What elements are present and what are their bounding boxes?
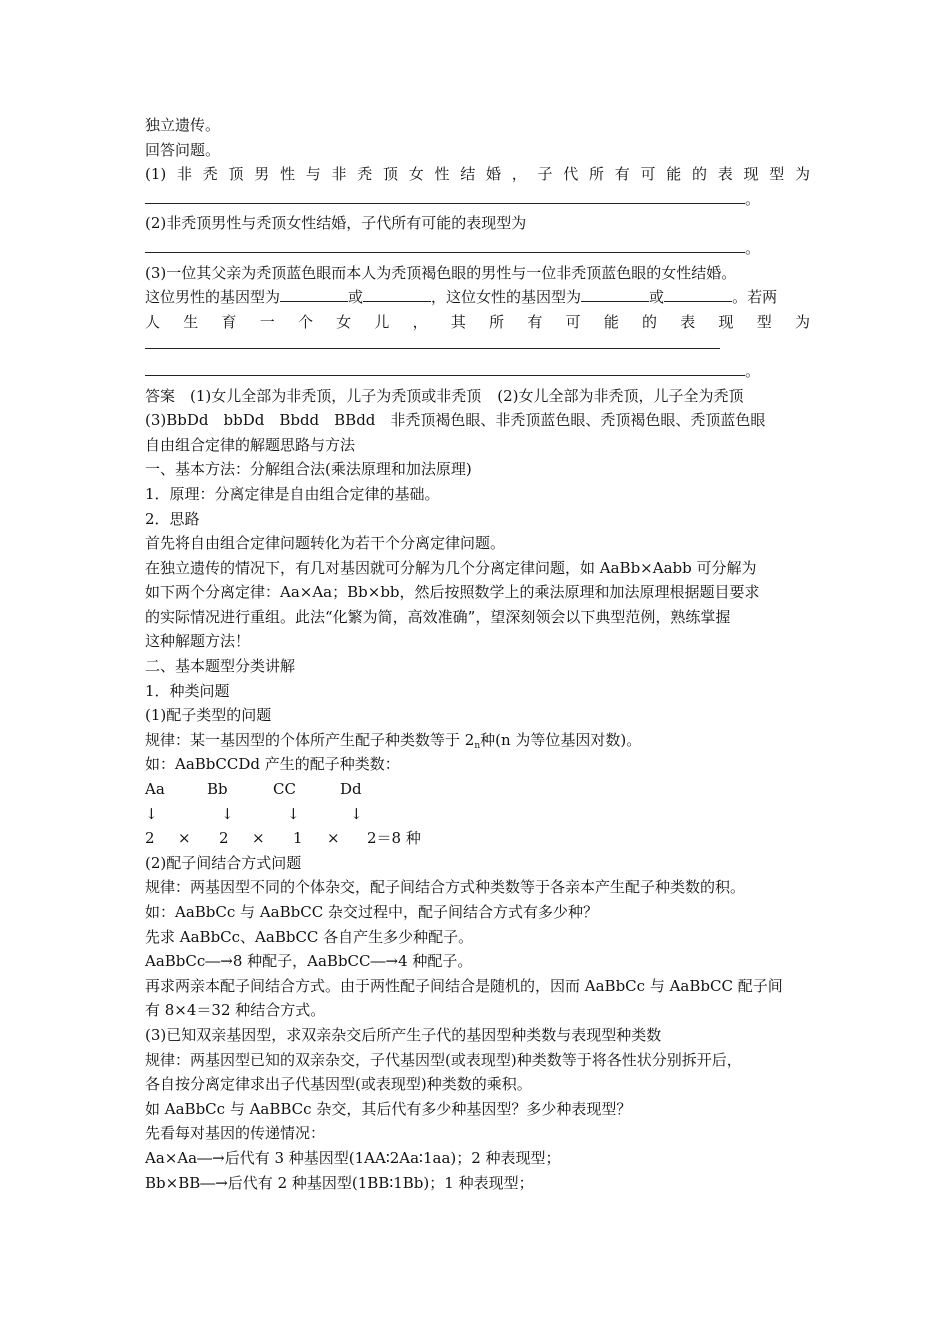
- text-line: 再求两亲本配子间结合方式。由于两性配子间结合是随机的，因而 AaBbCc 与 AaBbCC 配子间: [145, 976, 783, 995]
- gene-pair: Bb: [207, 780, 228, 799]
- down-arrow-icon: ↓: [145, 804, 158, 823]
- text-line: 回答问题。: [145, 140, 221, 159]
- answer-blank-line: [145, 334, 810, 359]
- down-arrow-icon: ↓: [350, 804, 363, 823]
- text-line: 如：AaBbCc 与 AaBbCC 杂交过程中，配子间结合方式有多少种？: [145, 903, 598, 921]
- question-3: (3)一位其父亲为秃顶蓝色眼而本人为秃顶褐色眼的男性与一位非秃顶蓝色眼的女性结婚。: [145, 263, 737, 282]
- answer-line-1: 答案 (1)女儿全部为非秃顶，儿子为秃顶或非秃顶 (2)女儿全部为非秃顶，儿子全为秃顶: [145, 386, 744, 405]
- answer-blank: [363, 287, 431, 302]
- answer-blank-line: 。: [145, 236, 810, 261]
- text-line: Bb×BB―→后代有 2 种基因型(1BB∶1Bb)；1 种表现型；: [145, 1173, 534, 1192]
- section-title: 自由组合定律的解题思路与方法: [145, 435, 356, 454]
- text-line: 独立遗传。: [145, 116, 221, 134]
- text-line: 各自按分离定律求出子代基因型(或表现型)种类数的乘积。: [145, 1075, 532, 1094]
- gene-pair: CC: [273, 780, 296, 799]
- question-3-genotype-line: 这位男性的基因型为 或 ，这位女性的基因型为 或 。若两: [145, 288, 778, 307]
- text-line: 2．思路: [145, 509, 200, 528]
- answer-blank: [145, 238, 745, 253]
- answer-blank: [581, 287, 649, 302]
- text-line: 首先将自由组合定律问题转化为若干个分离定律问题。: [145, 534, 506, 553]
- text-line: 如下两个分离定律：Aa×Aa；Bb×bb，然后按照数学上的乘法原理和加法原理根据题目要求: [145, 583, 760, 602]
- heading-1: 一、基本方法：分解组合法(乘法原理和加法原理): [145, 460, 472, 479]
- answer-blank-line: 。: [145, 359, 810, 384]
- text-line: 如 AaBbCc 与 AaBBCc 杂交，其后代有多少种基因型？多少种表现型？: [145, 1099, 632, 1118]
- text-line: 1．原理：分离定律是自由组合定律的基础。: [145, 484, 440, 503]
- gene-pair: Dd: [340, 780, 362, 799]
- text-line: (1)配子类型的问题: [145, 706, 272, 725]
- answer-line-2: (3)BbDd bbDd Bbdd BBdd 非秃顶褐色眼、非秃顶蓝色眼、秃顶褐色眼、秃顶蓝色眼: [145, 411, 766, 430]
- down-arrow-icon: ↓: [287, 804, 300, 823]
- text-line: 先求 AaBbCc、AaBbCC 各自产生多少种配子。: [145, 927, 474, 946]
- arrows-row: [145, 802, 810, 827]
- text-line: 在独立遗传的情况下，有几对基因就可分解为几个分离定律问题，如 AaBb×Aabb 可分解为: [145, 558, 757, 577]
- answer-blank: [664, 287, 732, 302]
- answer-blank: [280, 287, 348, 302]
- text-line: 这种解题方法！: [145, 632, 251, 651]
- document-page: [145, 113, 810, 1195]
- rule-line: 规律：某一基因型的个体所产生配子种类数等于 $2_n$种(n 为等位基因对数)。: [145, 730, 642, 751]
- text-line: 1．种类问题: [145, 681, 230, 700]
- text-line: 先看每对基因的传递情况：: [145, 1124, 326, 1143]
- text-line: (3)已知双亲基因型，求双亲杂交后所产生子代的基因型种类数与表现型种类数: [145, 1025, 662, 1044]
- question-3-phenotype-line: 人生育一个女儿，其所有可能的表现型为: [145, 312, 810, 331]
- gene-pairs-row: [145, 777, 810, 802]
- text-line: 有 8×4＝32 种结合方式。: [145, 1001, 326, 1020]
- answer-blank: [145, 361, 745, 376]
- text-line: 的实际情况进行重组。此法“化繁为简，高效准确”，望深刻领会以下典型范例，熟练掌握: [145, 607, 731, 626]
- text-line: Aa×Aa―→后代有 3 种基因型(1AA∶2Aa∶1aa)；2 种表现型；: [145, 1148, 561, 1167]
- answer-blank: [145, 189, 745, 204]
- question-2: (2)非秃顶男性与秃顶女性结婚，子代所有可能的表现型为: [145, 214, 527, 233]
- text-line: AaBbCc―→8 种配子，AaBbCC―→4 种配子。: [145, 952, 473, 971]
- text-line: 规律：两基因型已知的双亲杂交，子代基因型(或表现型)种类数等于将各性状分别拆开后，: [145, 1050, 742, 1069]
- text-line: (2)配子间结合方式问题: [145, 853, 302, 872]
- down-arrow-icon: ↓: [221, 804, 234, 823]
- answer-blank: [145, 334, 720, 349]
- question-1: (1)非秃顶男性与非秃顶女性结婚，子代所有可能的表现型为: [145, 165, 810, 184]
- text-line: 规律：两基因型不同的个体杂交，配子间结合方式种类数等于各亲本产生配子种类数的积。: [145, 878, 746, 897]
- heading-2: 二、基本题型分类讲解: [145, 657, 296, 676]
- answer-blank-line: 。: [145, 187, 810, 212]
- calc-row: 2 × 2 × 1 × 2＝8 种: [145, 829, 421, 848]
- gene-pair: Aa: [145, 780, 165, 799]
- text-line: 如：AaBbCCDd 产生的配子种类数：: [145, 755, 400, 774]
